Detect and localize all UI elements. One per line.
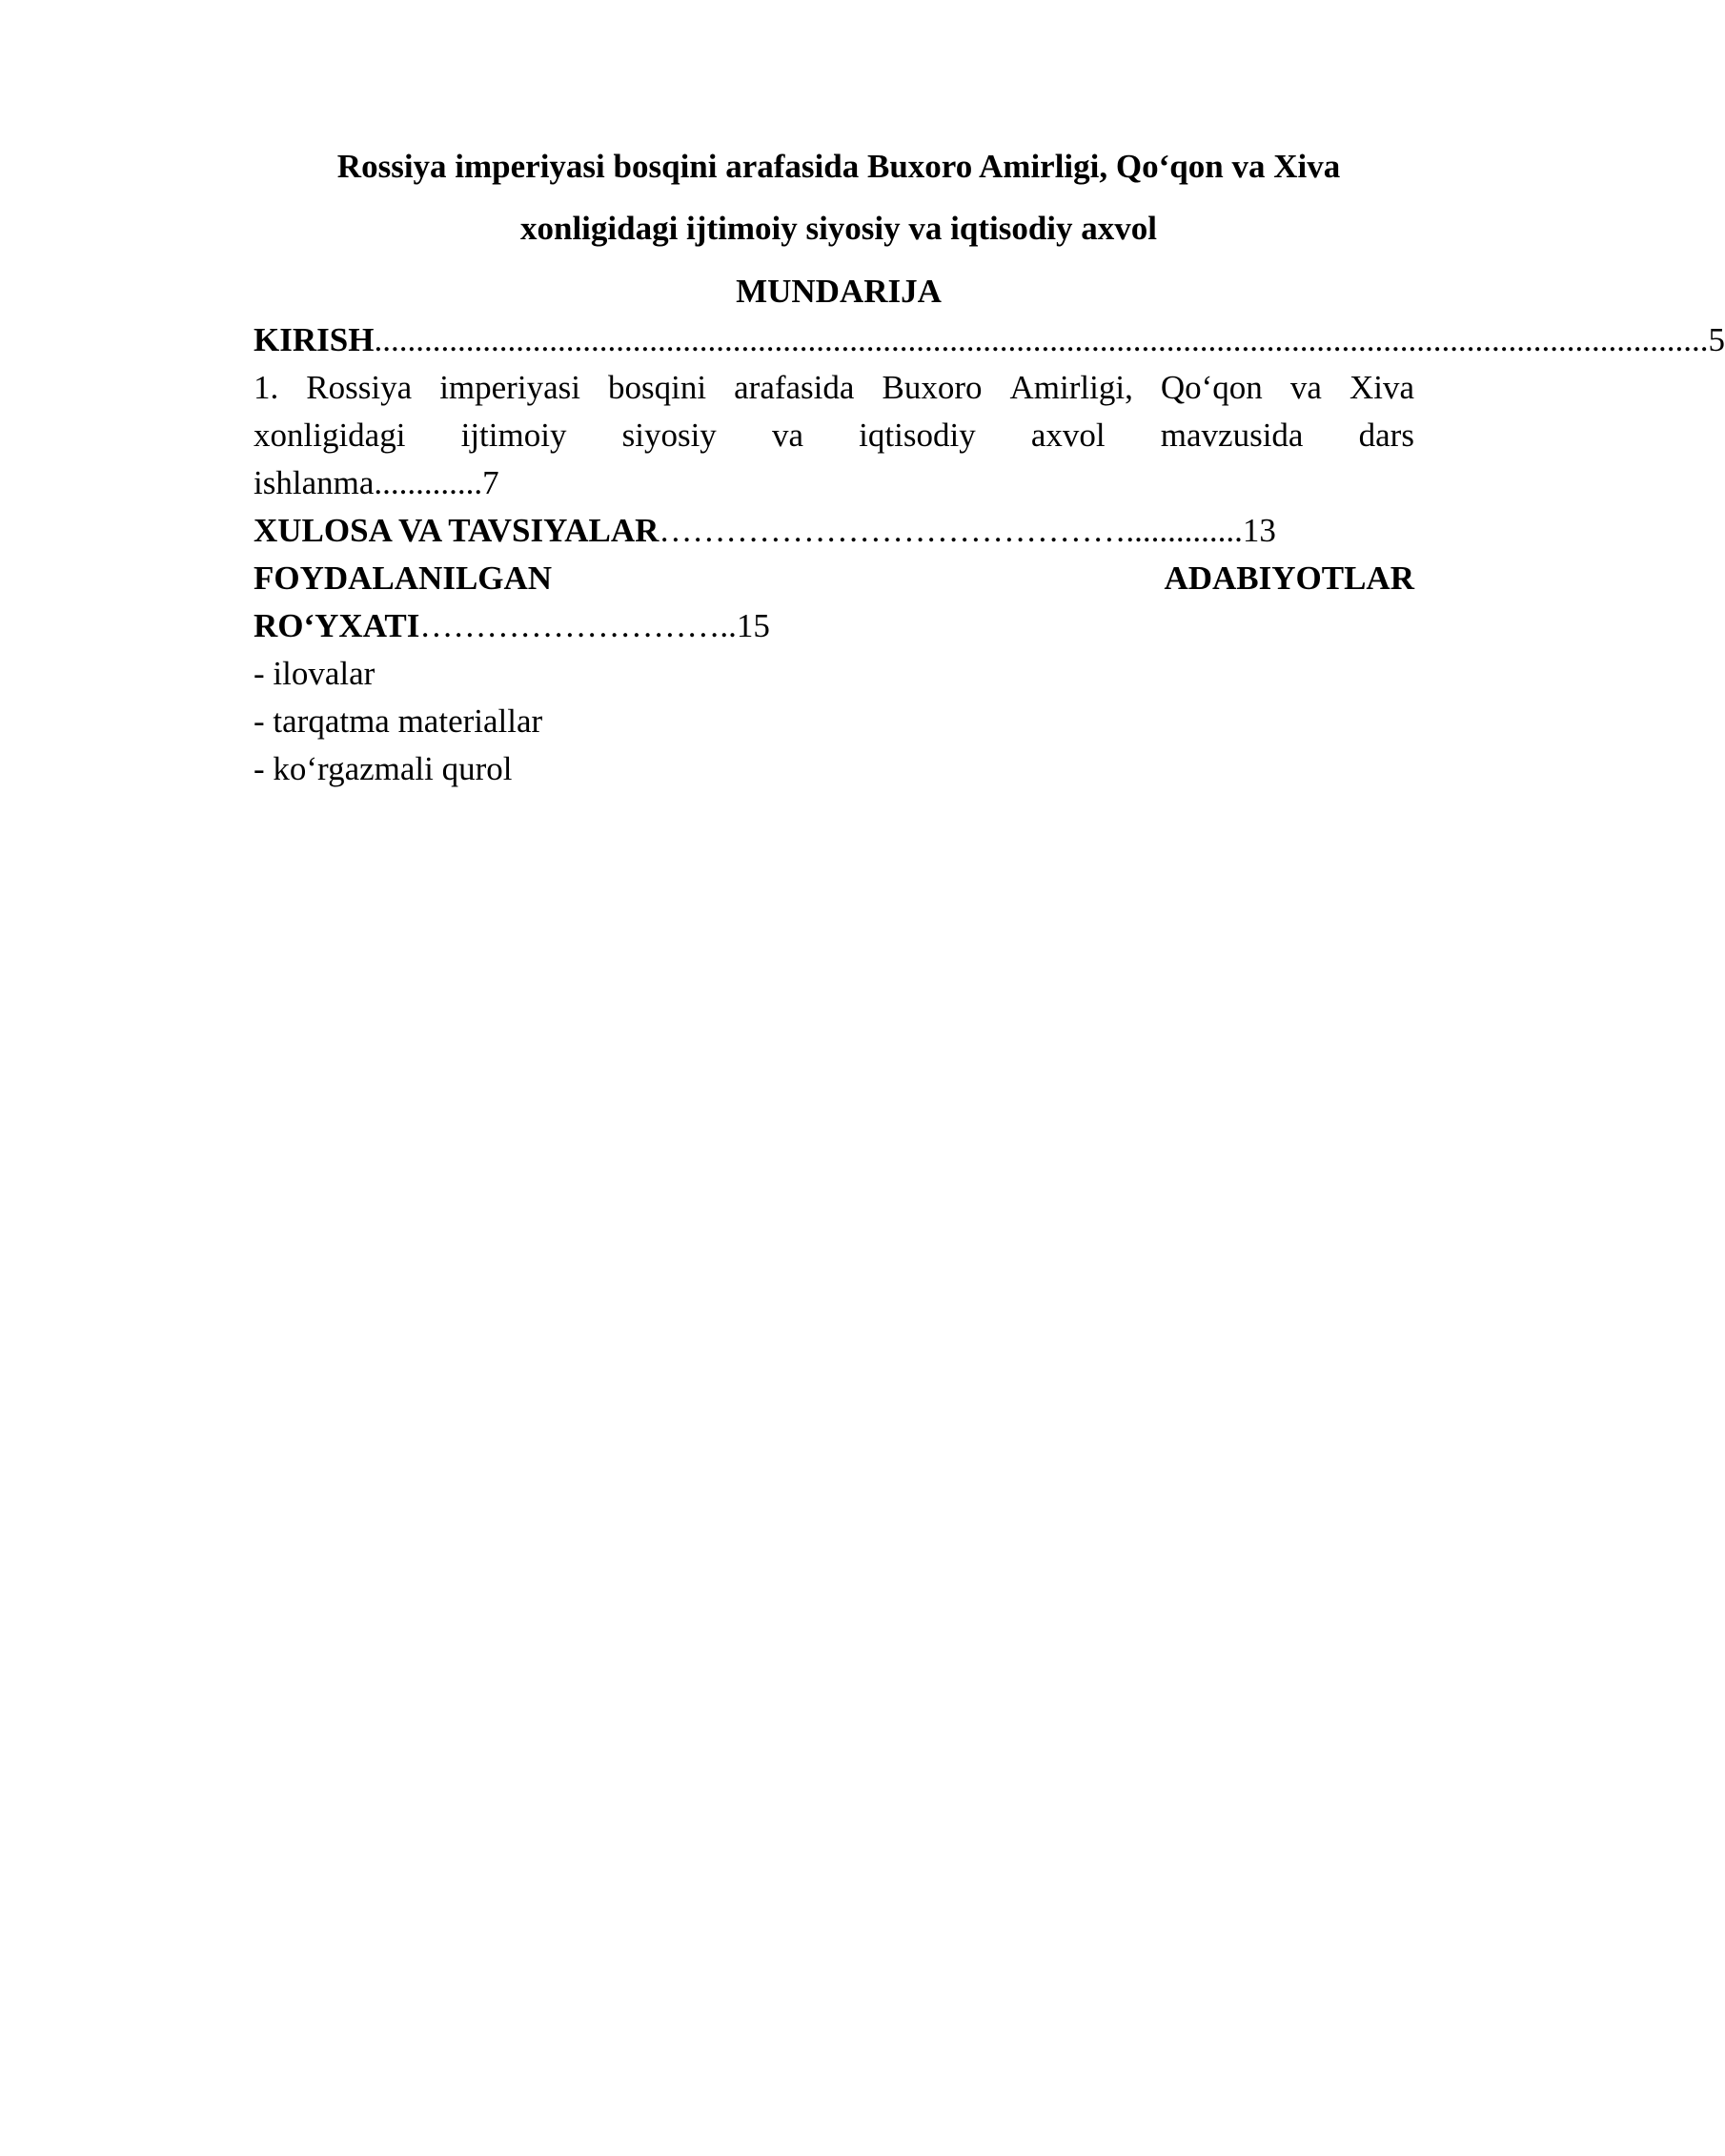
toc-word: arafasida [734, 369, 855, 406]
toc-word: Xiva [1349, 369, 1414, 406]
toc-word: dars [1358, 417, 1414, 454]
appendix-item: - tarqatma materiallar [254, 702, 543, 740]
toc-entry-label: XULOSA VA TAVSIYALAR [254, 512, 660, 549]
document-title-line-1: Rossiya imperiyasi bosqini arafasida Buxoro Amirligi, Qo‘qon va Xiva [336, 148, 1341, 185]
toc-word: mavzusida [1160, 417, 1304, 454]
toc-leader-dots: ................................................................................................................................................................ [374, 321, 1709, 358]
toc-word: xonligidagi [254, 417, 406, 454]
toc-word: ijtimoiy [460, 417, 567, 454]
toc-word: FOYDALANILGAN [254, 559, 553, 597]
toc-leader-dots: …………………………………….............. [659, 512, 1243, 549]
toc-word: axvol [1030, 417, 1106, 454]
contents-heading: MUNDARIJA [736, 273, 942, 310]
document-title-line-2: xonligidagi ijtimoiy siyosiy va iqtisodiy axvol [519, 210, 1157, 247]
toc-word: Amirligi, [1009, 369, 1133, 406]
toc-word: iqtisodiy [859, 417, 976, 454]
toc-word: 1. [254, 369, 279, 406]
appendix-item: - ilovalar [254, 655, 375, 692]
toc-leader-dots: ……………………….. [419, 607, 737, 644]
toc-page-number: 15 [736, 607, 770, 644]
toc-entry-chapter1-line2 [254, 412, 1414, 459]
toc-entry-conclusion [254, 507, 1414, 555]
toc-word: ADABIYOTLAR [1164, 559, 1414, 597]
toc-entry-chapter1-line3: ishlanma.............7 [254, 464, 499, 501]
toc-word: siyosiy [621, 417, 717, 454]
toc-word: Rossiya [306, 369, 413, 406]
toc-word: imperiyasi [439, 369, 580, 406]
appendix-item: - ko‘rgazmali qurol [254, 750, 513, 787]
toc-entry-label: KIRISH [254, 321, 375, 358]
toc-page-number: 13 [1242, 512, 1276, 549]
toc-word: Buxoro [882, 369, 983, 406]
toc-page-number: 5 [1708, 321, 1725, 358]
toc-word: Qo‘qon [1160, 369, 1263, 406]
toc-entry-label: RO‘YXATI [254, 607, 420, 644]
toc-entry-references-line1 [254, 555, 1414, 602]
toc-entry-chapter1-line1 [254, 364, 1414, 412]
toc-word: va [1289, 369, 1322, 406]
toc-word: bosqini [608, 369, 707, 406]
toc-word: va [771, 417, 804, 454]
toc-entry-references-line2 [254, 602, 1414, 650]
toc-entry-intro [254, 316, 1725, 364]
